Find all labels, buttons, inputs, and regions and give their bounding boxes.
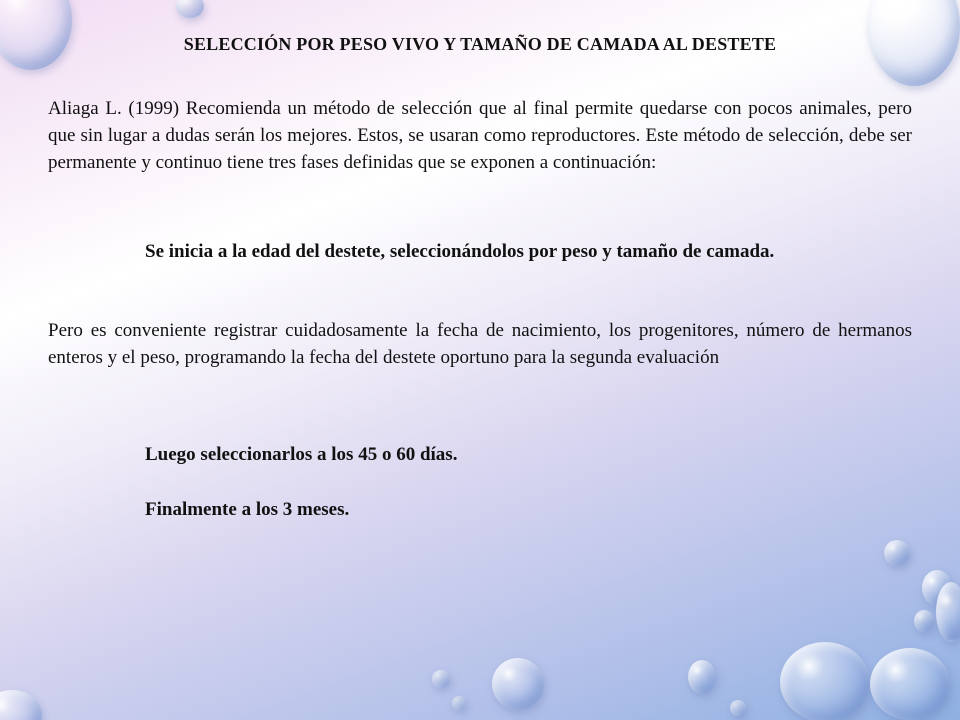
selection-step-2: Luego seleccionarlos a los 45 o 60 días. <box>145 444 458 465</box>
selection-step-1: Se inicia a la edad del destete, seleccionándolos por peso y tamaño de camada. <box>145 241 775 262</box>
bubble-decoration <box>914 610 934 632</box>
slide-title: SELECCIÓN POR PESO VIVO Y TAMAÑO DE CAMADA AL DESTETE <box>183 34 777 54</box>
bubble-decoration <box>432 670 450 688</box>
bubble-decoration <box>492 658 544 710</box>
bubble-decoration <box>0 690 42 720</box>
paragraph-registration: Pero es conveniente registrar cuidadosamente la fecha de nacimiento, los progenitores, número de hermanos enteros y el peso, programando la fecha del destete oportuno para la segunda evaluación <box>48 320 912 368</box>
paragraph-intro: Aliaga L. (1999) Recomienda un método de selección que al final permite quedarse con pocos animales, pero que sin lugar a dudas serán los mejores. Estos, se usaran como reproductores. Este método de selección, debe ser permanente y continuo tiene tres fases definidas que se exponen a continuación: <box>48 98 912 173</box>
bubble-decoration <box>176 0 204 18</box>
bubble-decoration <box>730 700 746 716</box>
bubble-decoration <box>688 660 716 694</box>
bubble-decoration <box>452 696 466 710</box>
bubble-decoration <box>884 540 910 566</box>
bubble-decoration <box>870 648 950 720</box>
bubble-decoration <box>780 642 870 720</box>
bubble-decoration <box>936 582 960 642</box>
selection-step-3: Finalmente a los 3 meses. <box>145 499 350 520</box>
